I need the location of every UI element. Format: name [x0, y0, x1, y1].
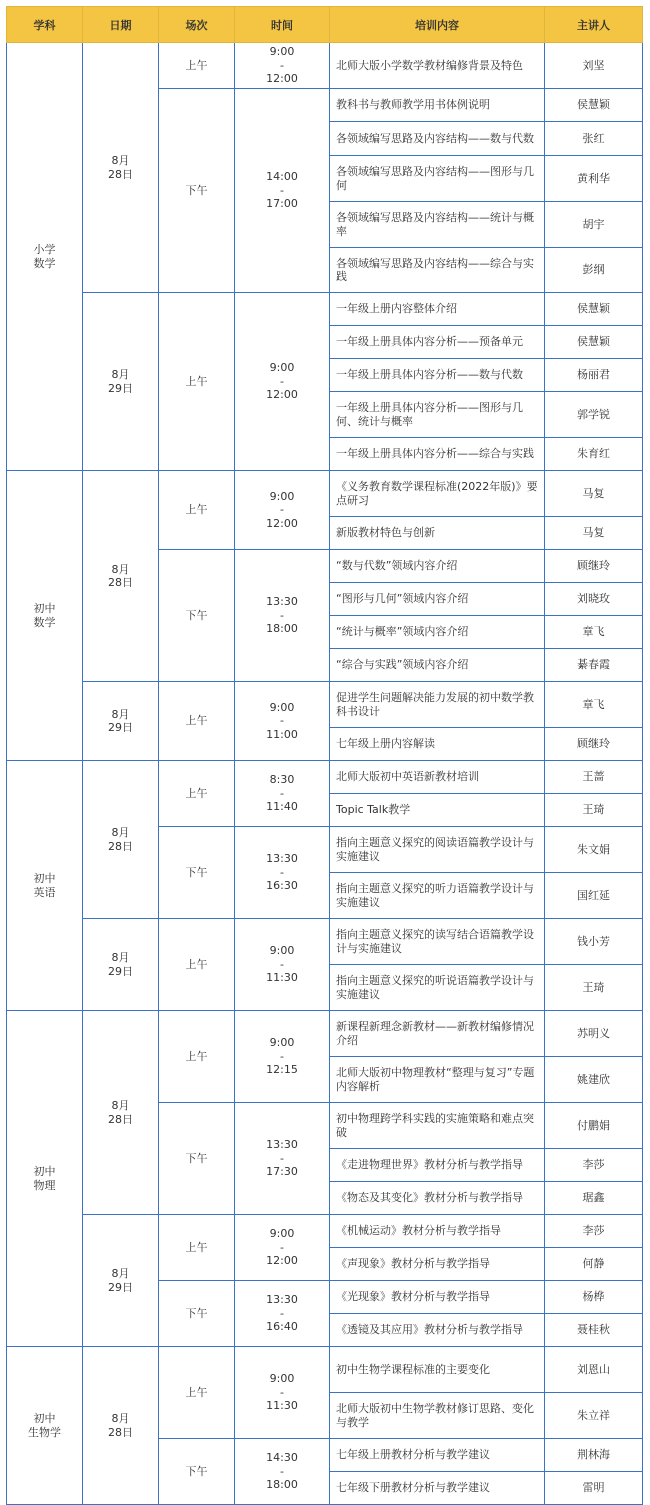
content-cell: 北师大版初中生物学教材修订思路、变化与教学	[330, 1393, 545, 1439]
speaker-cell: 顾继玲	[545, 550, 643, 583]
time-cell: 13:30 - 16:40	[235, 1281, 330, 1347]
content-cell: 一年级上册内容整体介绍	[330, 293, 545, 326]
speaker-cell: 琚鑫	[545, 1182, 643, 1215]
subject-cell: 初中 英语	[7, 761, 83, 1011]
content-cell: 各领域编写思路及内容结构——图形与几何	[330, 156, 545, 202]
speaker-cell: 聂桂秋	[545, 1314, 643, 1347]
table-row	[7, 682, 643, 728]
header-date: 日期	[83, 7, 159, 43]
content-cell: 各领域编写思路及内容结构——统计与概率	[330, 202, 545, 248]
content-cell: 《机械运动》教材分析与教学指导	[330, 1215, 545, 1248]
speaker-cell: 章飞	[545, 616, 643, 649]
table-row	[7, 1011, 643, 1057]
speaker-cell: 胡宇	[545, 202, 643, 248]
speaker-cell: 郭学锐	[545, 392, 643, 438]
content-cell: 新课程新理念新教材——新教材编修情况介绍	[330, 1011, 545, 1057]
table-row	[7, 1347, 643, 1393]
content-cell: “统计与概率”领域内容介绍	[330, 616, 545, 649]
content-cell: 北师大版初中英语新教材培训	[330, 761, 545, 794]
header-content: 培训内容	[330, 7, 545, 43]
content-cell: 《声现象》教材分析与教学指导	[330, 1248, 545, 1281]
speaker-cell: 姚建欣	[545, 1057, 643, 1103]
speaker-cell: 侯慧颖	[545, 326, 643, 359]
content-cell: 《走进物理世界》教材分析与教学指导	[330, 1149, 545, 1182]
speaker-cell: 马复	[545, 471, 643, 517]
time-cell: 8:30 - 11:40	[235, 761, 330, 827]
speaker-cell: 綦春霞	[545, 649, 643, 682]
content-cell: 北师大版初中物理教材“整理与复习”专题内容解析	[330, 1057, 545, 1103]
content-cell: 七年级上册教材分析与教学建议	[330, 1439, 545, 1472]
content-cell: 一年级上册具体内容分析——预备单元	[330, 326, 545, 359]
time-cell: 13:30 - 18:00	[235, 550, 330, 682]
subject-cell: 初中 物理	[7, 1011, 83, 1347]
period-cell: 下午	[159, 1439, 235, 1505]
content-cell: 《透镜及其应用》教材分析与教学指导	[330, 1314, 545, 1347]
table-row	[7, 919, 643, 965]
period-cell: 上午	[159, 1347, 235, 1439]
period-cell: 下午	[159, 1103, 235, 1215]
header-row	[7, 7, 643, 43]
speaker-cell: 雷明	[545, 1472, 643, 1505]
speaker-cell: 苏明义	[545, 1011, 643, 1057]
speaker-cell: 刘坚	[545, 43, 643, 89]
speaker-cell: 杨桦	[545, 1281, 643, 1314]
speaker-cell: 何静	[545, 1248, 643, 1281]
content-cell: 《光现象》教材分析与教学指导	[330, 1281, 545, 1314]
subject-cell: 小学 数学	[7, 43, 83, 471]
time-cell: 13:30 - 17:30	[235, 1103, 330, 1215]
header-time: 时间	[235, 7, 330, 43]
period-cell: 上午	[159, 471, 235, 550]
time-cell: 9:00 - 11:00	[235, 682, 330, 761]
period-cell: 上午	[159, 682, 235, 761]
subject-cell: 初中 数学	[7, 471, 83, 761]
time-cell: 9:00 - 12:00	[235, 43, 330, 89]
speaker-cell: 李莎	[545, 1149, 643, 1182]
speaker-cell: 王蔷	[545, 761, 643, 794]
content-cell: 指向主题意义探究的听力语篇教学设计与实施建议	[330, 873, 545, 919]
table-row	[7, 471, 643, 517]
content-cell: 北师大版小学数学教材编修背景及特色	[330, 43, 545, 89]
content-cell: 促进学生问题解决能力发展的初中数学教科书设计	[330, 682, 545, 728]
header-subject: 学科	[7, 7, 83, 43]
content-cell: 初中生物学课程标准的主要变化	[330, 1347, 545, 1393]
speaker-cell: 付鹏娟	[545, 1103, 643, 1149]
speaker-cell: 朱育红	[545, 438, 643, 471]
date-cell: 8月 28日	[83, 43, 159, 293]
subject-cell: 初中 生物学	[7, 1347, 83, 1505]
content-cell: “综合与实践”领域内容介绍	[330, 649, 545, 682]
date-cell: 8月 29日	[83, 682, 159, 761]
table-row	[7, 43, 643, 89]
period-cell: 上午	[159, 293, 235, 471]
period-cell: 上午	[159, 43, 235, 89]
content-cell: 七年级上册内容解读	[330, 728, 545, 761]
speaker-cell: 侯慧颖	[545, 89, 643, 122]
header-session: 场次	[159, 7, 235, 43]
speaker-cell: 彭纲	[545, 248, 643, 293]
date-cell: 8月 28日	[83, 761, 159, 919]
speaker-cell: 张红	[545, 122, 643, 156]
table-row	[7, 293, 643, 326]
speaker-cell: 马复	[545, 517, 643, 550]
time-cell: 14:00 - 17:00	[235, 89, 330, 293]
period-cell: 下午	[159, 550, 235, 682]
training-schedule-table	[6, 6, 643, 1505]
period-cell: 上午	[159, 919, 235, 1011]
speaker-cell: 李莎	[545, 1215, 643, 1248]
content-cell: 一年级上册具体内容分析——数与代数	[330, 359, 545, 392]
speaker-cell: 王琦	[545, 794, 643, 827]
time-cell: 9:00 - 12:00	[235, 471, 330, 550]
time-cell: 9:00 - 12:00	[235, 1215, 330, 1281]
speaker-cell: 王琦	[545, 965, 643, 1011]
content-cell: 七年级下册教材分析与教学建议	[330, 1472, 545, 1505]
date-cell: 8月 29日	[83, 1215, 159, 1347]
content-cell: 一年级上册具体内容分析——综合与实践	[330, 438, 545, 471]
table-row	[7, 1215, 643, 1248]
content-cell: 一年级上册具体内容分析——图形与几何、统计与概率	[330, 392, 545, 438]
content-cell: Topic Talk教学	[330, 794, 545, 827]
content-cell: 《物态及其变化》教材分析与教学指导	[330, 1182, 545, 1215]
content-cell: 教科书与教师教学用书体例说明	[330, 89, 545, 122]
period-cell: 上午	[159, 1215, 235, 1281]
period-cell: 上午	[159, 1011, 235, 1103]
content-cell: 指向主题意义探究的读写结合语篇教学设计与实施建议	[330, 919, 545, 965]
content-cell: “图形与几何”领域内容介绍	[330, 583, 545, 616]
schedule-body	[7, 43, 643, 1505]
speaker-cell: 顾继玲	[545, 728, 643, 761]
date-cell: 8月 29日	[83, 919, 159, 1011]
date-cell: 8月 28日	[83, 471, 159, 682]
content-cell: 指向主题意义探究的阅读语篇教学设计与实施建议	[330, 827, 545, 873]
speaker-cell: 刘晓玫	[545, 583, 643, 616]
content-cell: 《义务教育数学课程标准(2022年版)》要点研习	[330, 471, 545, 517]
speaker-cell: 侯慧颖	[545, 293, 643, 326]
content-cell: “数与代数”领域内容介绍	[330, 550, 545, 583]
content-cell: 指向主题意义探究的听说语篇教学设计与实施建议	[330, 965, 545, 1011]
speaker-cell: 朱立祥	[545, 1393, 643, 1439]
speaker-cell: 章飞	[545, 682, 643, 728]
time-cell: 14:30 - 18:00	[235, 1439, 330, 1505]
content-cell: 初中物理跨学科实践的实施策略和难点突破	[330, 1103, 545, 1149]
speaker-cell: 国红延	[545, 873, 643, 919]
time-cell: 9:00 - 11:30	[235, 919, 330, 1011]
speaker-cell: 朱文娟	[545, 827, 643, 873]
speaker-cell: 黄利华	[545, 156, 643, 202]
content-cell: 各领域编写思路及内容结构——综合与实践	[330, 248, 545, 293]
time-cell: 13:30 - 16:30	[235, 827, 330, 919]
time-cell: 9:00 - 12:00	[235, 293, 330, 471]
content-cell: 各领域编写思路及内容结构——数与代数	[330, 122, 545, 156]
period-cell: 下午	[159, 827, 235, 919]
header-speaker: 主讲人	[545, 7, 643, 43]
speaker-cell: 荆林海	[545, 1439, 643, 1472]
time-cell: 9:00 - 12:15	[235, 1011, 330, 1103]
speaker-cell: 刘恩山	[545, 1347, 643, 1393]
period-cell: 上午	[159, 761, 235, 827]
time-cell: 9:00 - 11:30	[235, 1347, 330, 1439]
content-cell: 新版教材特色与创新	[330, 517, 545, 550]
date-cell: 8月 28日	[83, 1347, 159, 1505]
table-row	[7, 761, 643, 794]
date-cell: 8月 29日	[83, 293, 159, 471]
period-cell: 下午	[159, 1281, 235, 1347]
speaker-cell: 杨丽君	[545, 359, 643, 392]
period-cell: 下午	[159, 89, 235, 293]
speaker-cell: 钱小芳	[545, 919, 643, 965]
date-cell: 8月 28日	[83, 1011, 159, 1215]
